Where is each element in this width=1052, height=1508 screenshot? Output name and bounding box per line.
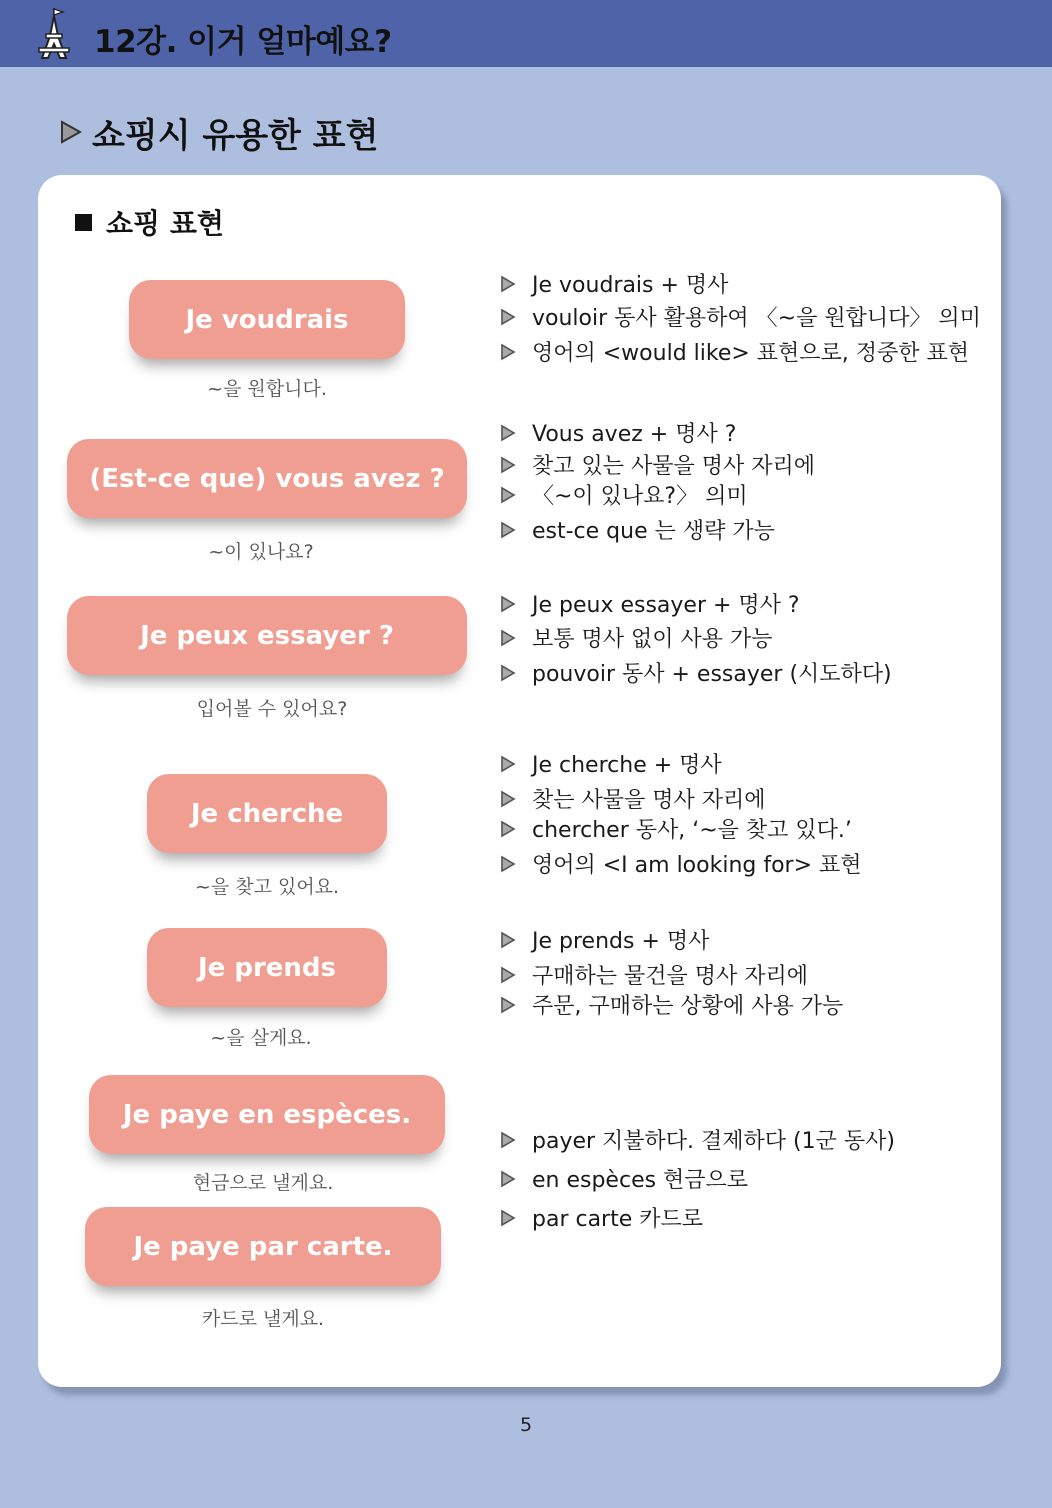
note-item: 보통 명사 없이 사용 가능 bbox=[500, 622, 773, 653]
note-item: par carte 카드로 bbox=[500, 1202, 703, 1233]
section-heading-text: 쇼핑시 유용한 표현 bbox=[92, 115, 379, 156]
note-item: 구매하는 물건을 명사 자리에 bbox=[500, 959, 808, 990]
phrase-pill: Je prends bbox=[147, 928, 387, 1007]
triangle-bullet-icon bbox=[500, 424, 516, 442]
note-item: 영어의 <I am looking for> 표현 bbox=[500, 848, 862, 879]
triangle-bullet-icon bbox=[500, 996, 516, 1014]
note-item: Je voudrais + 명사 bbox=[500, 268, 728, 299]
card-heading-text: 쇼핑 표현 bbox=[106, 207, 224, 240]
section-heading bbox=[60, 108, 378, 156]
triangle-bullet-icon bbox=[500, 456, 516, 474]
triangle-bullet-icon bbox=[500, 790, 516, 808]
phrase-pill: Je voudrais bbox=[129, 280, 405, 359]
phrase-meaning: ~을 찾고 있어요. bbox=[194, 876, 340, 898]
phrase-meaning: ~이 있나요? bbox=[208, 541, 314, 563]
header-bar bbox=[0, 0, 1052, 67]
triangle-bullet-icon bbox=[500, 308, 516, 326]
note-item: 〈~이 있나요?〉 의미 bbox=[500, 479, 748, 510]
card-heading bbox=[75, 202, 224, 242]
note-item: pouvoir 동사 + essayer (시도하다) bbox=[500, 657, 892, 688]
triangle-bullet-icon bbox=[500, 820, 516, 838]
note-item: Je peux essayer + 명사 ? bbox=[500, 588, 800, 619]
triangle-bullet-icon bbox=[500, 664, 516, 682]
note-item: Je prends + 명사 bbox=[500, 924, 709, 955]
phrase-meaning: ~을 원합니다. bbox=[207, 378, 327, 400]
triangle-bullet-icon bbox=[500, 966, 516, 984]
page-number: 5 bbox=[519, 1414, 533, 1436]
phrase-pill: Je paye en espèces. bbox=[89, 1075, 445, 1154]
note-item: Vous avez + 명사 ? bbox=[500, 417, 736, 448]
note-item: 찾고 있는 사물을 명사 자리에 bbox=[500, 449, 815, 480]
note-item: 영어의 <would like> 표현으로, 정중한 표현 bbox=[500, 336, 969, 367]
note-item: est-ce que 는 생략 가능 bbox=[500, 514, 775, 545]
note-item: en espèces 현금으로 bbox=[500, 1163, 748, 1194]
phrase-meaning: ~을 살게요. bbox=[210, 1027, 312, 1049]
triangle-bullet-icon bbox=[500, 1131, 516, 1149]
phrase-meaning: 현금으로 낼게요. bbox=[192, 1172, 334, 1194]
note-item: chercher 동사, ‘~을 찾고 있다.’ bbox=[500, 813, 852, 844]
lesson-title: 12강. 이거 얼마예요? bbox=[94, 24, 392, 60]
phrase-meaning: 카드로 낼게요. bbox=[201, 1308, 325, 1330]
triangle-bullet-icon bbox=[500, 275, 516, 293]
triangle-bullet-icon bbox=[500, 343, 516, 361]
triangle-bullet-icon bbox=[500, 1170, 516, 1188]
triangle-bullet-icon bbox=[500, 521, 516, 539]
phrase-pill: Je peux essayer ? bbox=[67, 596, 467, 675]
eiffel-tower-logo-icon bbox=[34, 6, 74, 62]
phrase-pill: Je paye par carte. bbox=[85, 1207, 441, 1286]
phrase-meaning: 입어볼 수 있어요? bbox=[196, 698, 348, 720]
phrase-pill: Je cherche bbox=[147, 774, 387, 853]
triangle-bullet-icon bbox=[500, 1209, 516, 1227]
play-arrow-icon bbox=[60, 120, 82, 144]
phrase-pill: (Est-ce que) vous avez ? bbox=[67, 439, 467, 518]
triangle-bullet-icon bbox=[500, 595, 516, 613]
square-bullet-icon bbox=[75, 214, 92, 231]
note-item: Je cherche + 명사 bbox=[500, 748, 722, 779]
triangle-bullet-icon bbox=[500, 931, 516, 949]
triangle-bullet-icon bbox=[500, 629, 516, 647]
note-item: payer 지불하다. 결제하다 (1군 동사) bbox=[500, 1124, 895, 1155]
note-item: vouloir 동사 활용하여 〈~을 원합니다〉 의미 bbox=[500, 301, 981, 332]
triangle-bullet-icon bbox=[500, 855, 516, 873]
triangle-bullet-icon bbox=[500, 486, 516, 504]
triangle-bullet-icon bbox=[500, 755, 516, 773]
note-item: 주문, 구매하는 상황에 사용 가능 bbox=[500, 989, 843, 1020]
note-item: 찾는 사물을 명사 자리에 bbox=[500, 783, 766, 814]
